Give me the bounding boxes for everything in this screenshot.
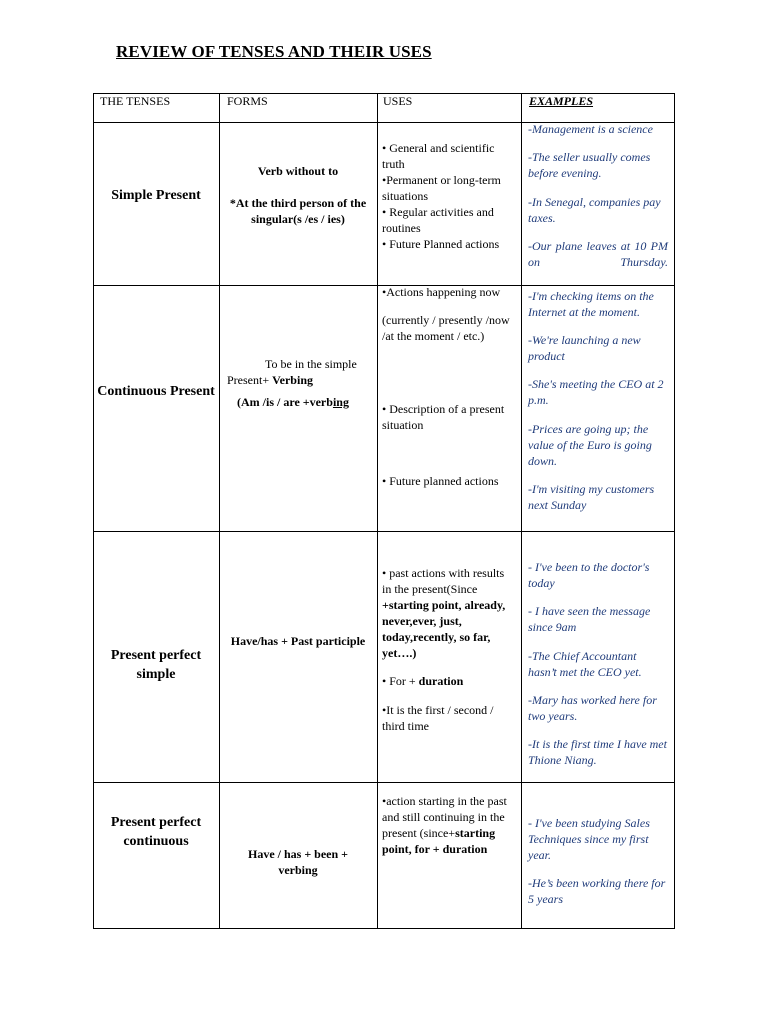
- tense-name: Present perfect simple: [110, 648, 202, 682]
- use-item: •Permanent or long-term situations: [382, 173, 501, 203]
- example-item: - I've been to the doctor's today: [528, 560, 650, 590]
- use-item: [382, 793, 510, 857]
- use-item: • Future planned actions: [382, 474, 499, 488]
- example-item: -Mary has worked here for two years.: [528, 693, 657, 723]
- use-text-part: duration: [418, 674, 464, 688]
- column-divider: [219, 93, 220, 929]
- header-uses: USES: [383, 94, 413, 108]
- form-text: [227, 372, 369, 388]
- use-item: (currently / presently /now /at the moment / etc.): [382, 313, 510, 343]
- use-text-part: • For +: [382, 674, 419, 688]
- example-item: -Management is a science: [528, 122, 653, 136]
- example-item: - I've been studying Sales Techniques since my first year.: [528, 816, 650, 862]
- header-forms: FORMS: [227, 94, 268, 108]
- use-text-part: +starting point, already, never,ever, just, today,recently, so far, yet….): [382, 598, 506, 660]
- page-title: REVIEW OF TENSES AND THEIR USES: [116, 42, 432, 61]
- example-item: -The seller usually comes before evening.: [528, 150, 651, 180]
- use-text-part: starting point, for + duration: [382, 826, 496, 856]
- form-text-part: ing: [332, 395, 349, 409]
- table-border-right: [674, 93, 675, 929]
- column-divider: [377, 93, 378, 929]
- use-item: [382, 565, 510, 661]
- form-text-part: Present+: [227, 373, 273, 387]
- form-text: Verb without to: [257, 164, 339, 178]
- uses-cell: [382, 140, 510, 252]
- example-item: -Prices are going up; the value of the Euro is going down.: [528, 422, 652, 468]
- use-item: • Regular activities and routines: [382, 205, 494, 235]
- column-divider: [521, 93, 522, 929]
- example-item: -I'm checking items on the Internet at the moment.: [528, 289, 654, 319]
- example-item: -She's meeting the CEO at 2 p.m.: [528, 377, 664, 407]
- use-item: •Actions happening now: [382, 285, 501, 299]
- use-text-part: • past actions with results in the present(Since: [382, 566, 505, 596]
- use-item: [382, 673, 510, 689]
- form-cell: [227, 163, 369, 227]
- table-border-bottom: [93, 928, 675, 929]
- form-cell: [227, 356, 369, 410]
- form-text-part: Verbing: [272, 373, 313, 387]
- example-item: - I have seen the message since 9am: [528, 604, 651, 634]
- use-item: • Description of a present situation: [382, 402, 505, 432]
- example-item: -The Chief Accountant hasn’t met the CEO yet.: [528, 649, 642, 679]
- tense-name: Continuous Present: [97, 384, 215, 399]
- example-item: -I'm visiting my customers next Sunday: [528, 482, 655, 512]
- row-divider: [93, 782, 675, 783]
- example-item: -It is the first time I have met Thione Niang.: [528, 737, 667, 767]
- form-text: Have / has + been + verbing: [247, 847, 348, 877]
- use-item: • Future Planned actions: [382, 237, 500, 251]
- use-text-part: •action starting in the past and still continuing in the present (since+: [382, 794, 507, 840]
- header-tenses: THE TENSES: [100, 94, 171, 108]
- form-text: *At the third person of the singular(s /es / ies): [229, 196, 367, 226]
- example-item: -We're launching a new product: [528, 333, 641, 363]
- row-divider: [93, 531, 675, 532]
- example-item: -Our plane leaves at 10 PM on Thursday.: [528, 239, 668, 269]
- form-text: Have/has + Past participle: [230, 634, 366, 648]
- form-text-part: (Am /is / are +verb: [237, 395, 333, 409]
- form-text: To be in the simple: [265, 357, 357, 371]
- use-item: • General and scientific truth: [382, 141, 495, 171]
- example-item: -In Senegal, companies pay taxes.: [528, 195, 661, 225]
- form-text: [227, 394, 369, 410]
- example-item: -He’s been working there for 5 years: [528, 876, 666, 906]
- tense-name: Present perfect continuous: [110, 815, 202, 849]
- use-item: •It is the first / second / third time: [382, 703, 494, 733]
- header-examples: EXAMPLES: [529, 94, 594, 108]
- tense-name: Simple Present: [111, 188, 201, 203]
- table-border-left: [93, 93, 94, 929]
- tenses-table: [93, 93, 675, 929]
